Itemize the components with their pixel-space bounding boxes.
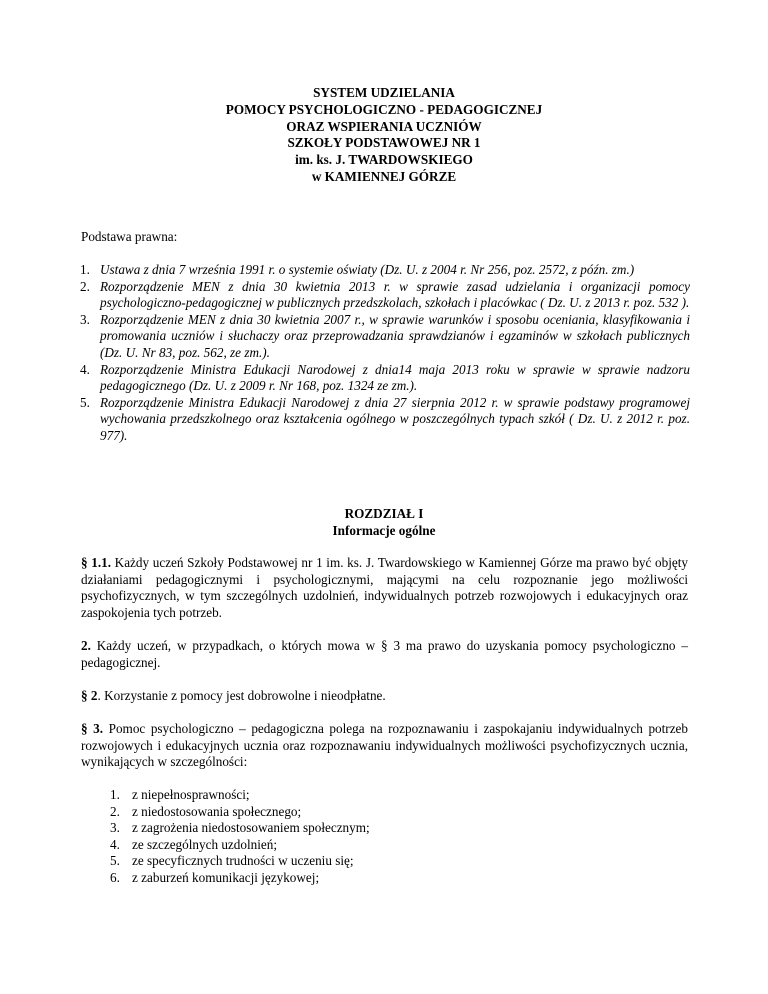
list-number: 3. bbox=[80, 311, 90, 327]
list-number: 5. bbox=[80, 394, 90, 410]
list-number: 2. bbox=[80, 278, 90, 294]
list-item-text: z niepełnosprawności; bbox=[132, 787, 250, 802]
legal-basis-text: Rozporządzenie MEN z dnia 30 kwietnia 2007 r., w sprawie warunków i sposobu oceniania, klasyfikowania i promowania uczniów i słuchaczy oraz przeprowadzania sprawdzianów i egzaminów w szkołach publicznych (Dz. U. Nr 83, poz. 562, ze zm.). bbox=[100, 311, 690, 360]
list-number: 6. bbox=[110, 869, 120, 885]
list-item-text: z zagrożenia niedostosowaniem społecznym; bbox=[132, 820, 370, 836]
section-mark: § 1.1. bbox=[81, 555, 112, 570]
paragraph-text: Pomoc psychologiczno – pedagogiczna polega na rozpoznawaniu i zaspokajaniu indywidualnych potrzeb rozwojowych i edukacyjnych ucznia oraz rozpoznawaniu indywidualnych możliwości psychofizycznych ucznia, wynikających w szczególności: bbox=[81, 721, 688, 770]
list-item-text: ze szczególnych uzdolnień; bbox=[132, 836, 277, 852]
paragraph-text: . Korzystanie z pomocy jest dobrowolne i nieodpłatne. bbox=[97, 688, 386, 703]
title-line: SYSTEM UDZIELANIA bbox=[313, 85, 455, 100]
section-mark: § 3. bbox=[81, 721, 104, 736]
legal-basis-item bbox=[80, 262, 690, 279]
conditions-list bbox=[110, 787, 670, 887]
paragraph-text: Każdy uczeń Szkoły Podstawowej nr 1 im. ks. J. Twardowskiego w Kamiennej Górze ma prawo być objęty działaniami pedagogicznymi i psychologicznymi, mającymi na celu rozpoznanie jego możliwości psychofizycznych, w tym szczególnych uzdolnień, indywidualnych potrzeb rozwojowych i edukacyjnych oraz zaspokojenia tych potrzeb. bbox=[81, 555, 688, 620]
list-item-text: z zaburzeń komunikacji językowej; bbox=[132, 869, 320, 885]
list-number: 2. bbox=[110, 803, 120, 819]
legal-basis-item bbox=[80, 362, 690, 395]
list-item-text: z niedostosowania społecznego; bbox=[132, 803, 302, 819]
title-line: POMOCY PSYCHOLOGICZNO - PEDAGOGICZNEJ bbox=[225, 101, 543, 117]
legal-basis-list bbox=[80, 262, 690, 445]
title-line: ORAZ WSPIERANIA UCZNIÓW bbox=[286, 118, 482, 134]
list-item bbox=[110, 853, 670, 870]
list-number: 1. bbox=[80, 262, 90, 277]
section-mark: 2. bbox=[81, 638, 91, 653]
document-title bbox=[0, 85, 768, 186]
legal-basis-text: Rozporządzenie Ministra Edukacji Narodowej z dnia14 maja 2013 roku w sprawie w sprawie nadzoru pedagogicznego (Dz. U. z 2009 r. Nr 168, poz. 1324 ze zm.). bbox=[100, 361, 690, 394]
list-item bbox=[110, 870, 670, 887]
list-item bbox=[110, 837, 670, 854]
legal-basis-label: Podstawa prawna: bbox=[81, 229, 178, 244]
chapter-heading: ROZDZIAŁ I bbox=[344, 506, 424, 521]
legal-basis-text: Rozporządzenie MEN z dnia 30 kwietnia 2013 r. w sprawie zasad udzielania i organizacji pomocy psychologiczno-pedagogicznej w publicznych przedszkolach, szkołach i placówkac ( Dz. U. z 2013 r. poz. 532 ). bbox=[100, 278, 690, 311]
paragraph-text: Każdy uczeń, w przypadkach, o których mowa w § 3 ma prawo do uzyskania pomocy psychologiczno – pedagogicznej. bbox=[81, 638, 688, 670]
chapter-header bbox=[0, 506, 768, 539]
list-number: 3. bbox=[110, 820, 120, 836]
list-number: 1. bbox=[110, 787, 120, 802]
legal-basis-text: Rozporządzenie Ministra Edukacji Narodowej z dnia 27 sierpnia 2012 r. w sprawie podstawy programowej wychowania przedszkolnego oraz kształcenia ogólnego w poszczególnych typach szkół ( Dz. U. z 2012 r. poz. 977). bbox=[100, 394, 690, 443]
section-mark: § 2 bbox=[81, 688, 98, 703]
chapter-subheading: Informacje ogólne bbox=[332, 522, 436, 538]
paragraph-3 bbox=[81, 721, 688, 771]
paragraph-1-2 bbox=[81, 638, 688, 671]
title-line: w KAMIENNEJ GÓRZE bbox=[311, 168, 457, 184]
list-number: 4. bbox=[110, 836, 120, 852]
legal-basis-item bbox=[80, 395, 690, 445]
legal-basis-text: Ustawa z dnia 7 września 1991 r. o systemie oświaty (Dz. U. z 2004 r. Nr 256, poz. 2572, z późn. zm.) bbox=[100, 262, 635, 277]
title-line: im. ks. J. TWARDOWSKIEGO bbox=[295, 152, 473, 168]
paragraph-2 bbox=[81, 688, 688, 705]
legal-basis-item bbox=[80, 279, 690, 312]
list-item bbox=[110, 787, 670, 804]
title-line: SZKOŁY PODSTAWOWEJ NR 1 bbox=[287, 135, 481, 151]
list-item bbox=[110, 804, 670, 821]
list-number: 5. bbox=[110, 853, 120, 869]
list-number: 4. bbox=[80, 361, 90, 377]
paragraph-1-1 bbox=[81, 555, 688, 621]
legal-basis-item bbox=[80, 312, 690, 362]
list-item-text: ze specyficznych trudności w uczeniu się; bbox=[132, 853, 354, 869]
list-item bbox=[110, 820, 670, 837]
